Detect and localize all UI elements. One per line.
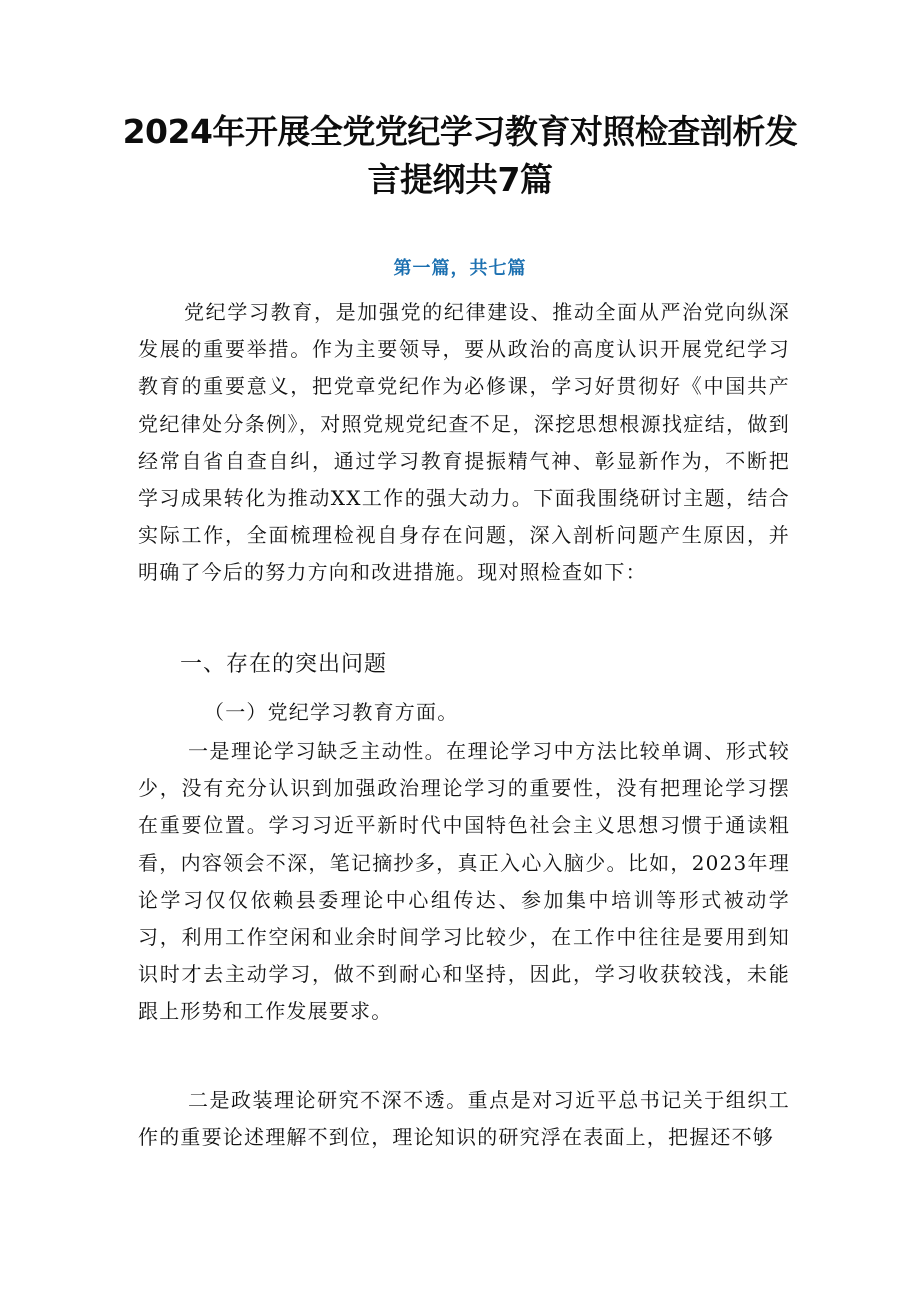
- part-label: 第一篇，共七篇: [393, 258, 527, 279]
- problem-paragraph-2: 二是政装理论研究不深不透。重点是对习近平总书记关于组织工作的重要论述理解不到位，理论知识的研究浮在表面上，把握还不够: [138, 1088, 790, 1150]
- document-title: 2024年开展全党党纪学习教育对照检查剖析发言提纲共7篇: [122, 112, 798, 199]
- problem-paragraph-1: 一是理论学习缺乏主动性。在理论学习中方法比较单调、形式较少，没有充分认识到加强政治理论学习的重要性，没有把理论学习摆在重要位置。学习习近平新时代中国特色社会主义思想习惯于通读粗看，内容领会不深，笔记摘抄多，真正入心入脑少。比如，2023年理论学习仅仅依赖县委理论中心组传达、参加集中培训等形式被动学习，利用工作空闲和业余时间学习比较少，在工作中往往是要用到知识时才去主动学习，做不到耐心和坚持，因此，学习收获较浅，未能跟上形势和工作发展要求。: [138, 739, 790, 1024]
- intro-paragraph: 党纪学习教育，是加强党的纪律建设、推动全面从严治党向纵深发展的重要举措。作为主要领导，要从政治的高度认识开展党纪学习教育的重要意义，把党章党纪作为必修课，学习好贯彻好《中国共产党纪律处分条例》，对照党规党纪查不足，深挖思想根源找症结，做到经常自省自查自纠，通过学习教育提振精气神、彰显新作为，不断把学习成果转化为推动XX工作的强大动力。下面我围绕研讨主题，结合实际工作，全面梳理检视自身存在问题，深入剖析问题产生原因，并明确了今后的努力方向和改进措施。现对照检查如下：: [138, 300, 790, 585]
- section-heading: 一、存在的突出问题: [180, 652, 388, 677]
- subsection-heading: （一）党纪学习教育方面。: [204, 700, 459, 724]
